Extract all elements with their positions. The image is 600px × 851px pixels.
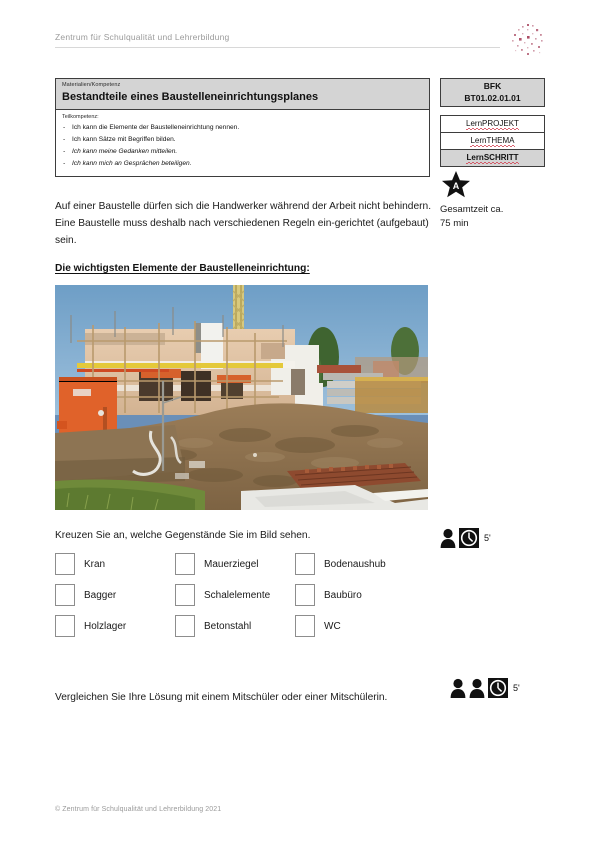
checkbox-label: Baubüro xyxy=(324,589,362,601)
lern-prefix: Lern xyxy=(470,135,487,145)
dotted-circle-logo-icon xyxy=(508,20,548,60)
checkbox-label: Schalelemente xyxy=(204,589,271,601)
checkbox-item-wc[interactable] xyxy=(295,615,415,637)
total-time xyxy=(440,203,555,231)
checkbox-item-kran[interactable] xyxy=(55,553,175,575)
task-2-instruction: Vergleichen Sie Ihre Lösung mit einem Mitschüler oder einer Mitschülerin. xyxy=(55,692,388,703)
lern-suffix: SCHRITT xyxy=(483,152,519,162)
lern-level-lernprojekt[interactable] xyxy=(441,116,544,133)
person-icon xyxy=(450,678,466,698)
checkbox-item-bagger[interactable] xyxy=(55,584,175,606)
list-item: - Ich kann die Elemente der Baustelleneinrichtung nennen. xyxy=(62,123,423,133)
star-icon xyxy=(441,170,471,199)
competency-body xyxy=(56,110,429,176)
checkbox-label: Kran xyxy=(84,558,106,570)
document-header xyxy=(55,28,545,58)
list-item: - Ich kann mich an Gesprächen beteiligen. xyxy=(62,159,423,169)
checkbox-row xyxy=(55,615,430,637)
lern-suffix: PROJEKT xyxy=(482,118,519,128)
checkbox-input[interactable] xyxy=(175,584,195,606)
checkbox-item-baubuero[interactable] xyxy=(295,584,415,606)
total-time-line-1: Gesamtzeit ca. xyxy=(440,204,504,215)
checkbox-label: WC xyxy=(324,620,341,632)
person-icon xyxy=(469,678,485,698)
checkbox-label: Bagger xyxy=(84,589,117,601)
checkbox-input[interactable] xyxy=(175,553,195,575)
checkbox-item-schalelemente[interactable] xyxy=(175,584,295,606)
object-checkbox-grid xyxy=(55,553,430,646)
checkbox-label: Mauerziegel xyxy=(204,558,259,570)
task-1-icons xyxy=(440,528,491,548)
footer-copyright: © Zentrum für Schulqualität und Lehrerbildung 2021 xyxy=(55,806,222,813)
header-divider xyxy=(55,47,500,48)
checkbox-input[interactable] xyxy=(295,615,315,637)
checkbox-row xyxy=(55,584,430,606)
task-1-instruction: Kreuzen Sie an, welche Gegenstände Sie im Bild sehen. xyxy=(55,530,311,541)
intro-paragraph: Auf einer Baustelle dürfen sich die Handwerker während der Arbeit nicht behindern. Eine Baustelle muss deshalb nach verschiedenen Regeln ein-gerichtet (aufgebaut) sein. xyxy=(55,201,432,246)
checkbox-input[interactable] xyxy=(295,553,315,575)
lern-prefix: Lern xyxy=(466,118,483,128)
task-2-icons xyxy=(450,678,520,698)
checkbox-label: Bodenaushub xyxy=(324,558,386,570)
lern-prefix: Lern xyxy=(466,152,484,162)
checkbox-item-mauerziegel[interactable] xyxy=(175,553,295,575)
competency-kicker: Materialien/Kompetenz xyxy=(62,82,121,88)
organisation-name: Zentrum für Schulqualität und Lehrerbildung xyxy=(55,32,230,42)
competency-title: Bestandteile eines Baustelleneinrichtungsplanes xyxy=(62,91,319,104)
checkbox-label: Betonstahl xyxy=(204,620,252,632)
lern-suffix: THEMA xyxy=(486,135,515,145)
lern-level-lernschritt[interactable] xyxy=(441,150,544,166)
task-2-duration: 5' xyxy=(513,683,520,693)
lern-level-lernthema[interactable] xyxy=(441,133,544,150)
competency-box xyxy=(55,78,430,177)
subcompetency-kicker: Teilkompetenz: xyxy=(62,113,99,120)
checkbox-input[interactable] xyxy=(55,615,75,637)
checkbox-label: Holzlager xyxy=(84,620,127,632)
star-letter: A xyxy=(452,180,460,191)
checkbox-item-holzlager[interactable] xyxy=(55,615,175,637)
checkbox-input[interactable] xyxy=(55,553,75,575)
checkbox-input[interactable] xyxy=(175,615,195,637)
checkbox-item-betonstahl[interactable] xyxy=(175,615,295,637)
checkbox-row xyxy=(55,553,430,575)
code-line-2: BT01.02.01.01 xyxy=(464,92,521,103)
section-subheading: Die wichtigsten Elemente der Baustelleneinrichtung: xyxy=(55,263,310,274)
checkbox-item-bodenaushub[interactable] xyxy=(295,553,415,575)
construction-site-photo xyxy=(55,285,428,510)
clock-icon xyxy=(488,678,508,698)
list-item: - Ich kann Sätze mit Begriffen bilden. xyxy=(62,135,423,145)
list-item: - Ich kann meine Gedanken mitteilen. xyxy=(62,147,423,157)
checkbox-input[interactable] xyxy=(55,584,75,606)
code-box xyxy=(440,78,545,107)
lern-level-box xyxy=(440,115,545,167)
competency-header xyxy=(56,79,429,110)
task-1-duration: 5' xyxy=(484,533,491,543)
checkbox-input[interactable] xyxy=(295,584,315,606)
person-icon xyxy=(440,528,456,548)
code-line-1: BFK xyxy=(483,81,502,92)
subcompetency-list xyxy=(62,123,423,169)
total-time-line-2: 75 min xyxy=(440,217,469,229)
clock-icon xyxy=(459,528,479,548)
